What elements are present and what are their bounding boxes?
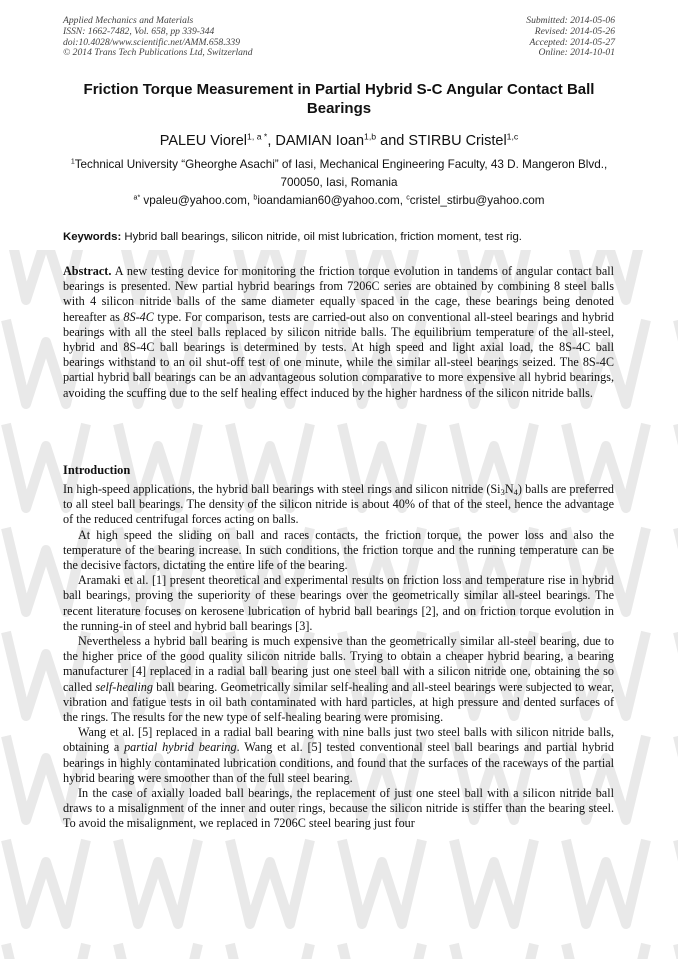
paper-title: Friction Torque Measurement in Partial Hybrid S-C Angular Contact Ball Bearings: [83, 81, 595, 117]
abstract-paragraph: [63, 264, 614, 401]
section-heading-introduction: Introduction: [63, 463, 131, 477]
chem-subscript: 3: [500, 487, 505, 498]
author-name: STIRBU Cristel: [408, 133, 507, 149]
paragraph-emphasis: self-healing: [95, 679, 153, 694]
abstract-emphasis: 8S-4C: [123, 309, 154, 324]
date-accepted: Accepted: 2014-05-27: [529, 36, 615, 48]
paragraph: [63, 725, 614, 786]
paragraph: Aramaki et al. [1] present theoretical and experimental results on friction loss and temperature rise in hybrid ball bearings, proving the superiority of these bearings over the geometrically similar all-steel bearings. The recent literature focuses on kerosene lubrication of hybrid ball bearings [2], and on friction torque evolution in the running-in of steel and hybrid ball bearings [3].: [63, 573, 614, 633]
paragraph-text: Wang et al. [5] replaced in a radial ball bearing with nine balls just two steel balls with silicon nitride balls, obtaining a: [63, 725, 614, 755]
paragraph-text: Nevertheless a hybrid ball bearing is much expensive than the geometrically similar all-steel bearing, due to the higher price of the good quality silicon nitride balls. Trying to obtain a cheaper hybrid bearing, a bearing manufacturer [4] replaced in a radial ball bearing just one steel ball with a silicon nitride one, obtaining the so called: [63, 634, 614, 694]
paragraph-text: In high-speed applications, the hybrid ball bearings with steel rings and silicon nitride (Si: [63, 482, 501, 496]
journal-name: Applied Mechanics and Materials: [63, 15, 194, 26]
journal-info: [63, 16, 253, 59]
author-name: DAMIAN Ioan: [275, 133, 365, 149]
chem-subscript: 4: [513, 487, 518, 498]
author-name: PALEU Viorel: [159, 133, 248, 149]
email-address[interactable]: cristel_stirbu@yahoo.com: [409, 194, 545, 207]
email-sup: c: [406, 194, 410, 202]
journal-copyright: © 2014 Trans Tech Publications Ltd, Switzerland: [63, 47, 253, 59]
email-sup: b: [253, 194, 258, 202]
journal-doi: doi:10.4028/www.scientific.net/AMM.658.339: [63, 36, 241, 48]
email-address[interactable]: ioandamian60@yahoo.com,: [257, 194, 407, 207]
abstract-text: type. For comparison, tests are carried-out also on conventional all-steel bearings and hybrid bearings with all the steel balls replaced by silicon nitride balls. The equilibrium temperature of the all-steel, hybrid and 8S-4C ball bearings is determined by tests. At high speed and light axial load, the 8S-4C ball bearings withstand to an oil shut-off test of one minute, while the similar all-steel bearings seized. The 8S-4C partial hybrid ball bearings can be an advantageous solution comparative to more expensive all hybrid bearings, avoiding the scuffing due to the self healing effect induced by the higher hardness of the silicon nitride balls.: [63, 309, 614, 400]
author-sup: 1,b: [364, 131, 377, 142]
paragraph: [63, 634, 614, 725]
paragraph-text: ) balls are preferred to all steel ball bearings. The density of the silicon nitride is about 40% of that of the steel, hence the advantage of the reduced centrifugal forces acting on balls.: [63, 482, 615, 527]
paragraph: In the case of axially loaded ball bearings, the replacement of just one steel ball with a silicon nitride ball draws to a misalignment of the inner and outer rings, because the silicon nitride is stiffer than the bearing steel. To avoid the misalignment, we replaced in 7206C steel bearing just four: [63, 786, 614, 831]
journal-issn: ISSN: 1662-7482, Vol. 658, pp 339-344: [63, 25, 215, 37]
abstract: [63, 264, 614, 401]
submission-dates: [526, 16, 615, 59]
paragraph: At high speed the sliding on ball and races contacts, the friction torque, the power loss and also the temperature of the bearing increase. In such conditions, the friction torque and the running temperature can be the decisive factors, dictating the entire life of the bearing.: [63, 527, 614, 573]
keywords-text: Hybrid ball bearings, silicon nitride, oil mist lubrication, friction moment, test rig.: [121, 231, 522, 243]
author-sup: 1,c: [506, 131, 519, 142]
keywords-label: Keywords:: [63, 231, 122, 243]
introduction-section: [63, 482, 614, 832]
affiliation-text: Technical University “Gheorghe Asachi” of Iasi, Mechanical Engineering Faculty, 43 D. Mangeron Blvd., 700050, Iasi, Romania: [74, 158, 608, 189]
paragraph-text: N: [504, 482, 514, 496]
date-online: Online: 2014-10-01: [538, 47, 615, 59]
affiliation: [63, 156, 615, 191]
paragraph-text: . Wang et al. [5] tested conventional steel ball bearings and partial hybrid bearings in highly contaminated lubrication conditions, and found that the surfaces of the raceways of the partial hybrid bearing were smoother than of the full steel bearing.: [63, 740, 614, 785]
date-revised: Revised: 2014-05-26: [534, 25, 615, 37]
paragraph-text: ball bearing. Geometrically similar self-healing and all-steel bearings were subjected to wear, vibration and fatigue tests in oil bath contaminated with hard particles, at high pressure and dented surfaces of the rings. The results for the new type of self-healing bearing were promising.: [63, 679, 614, 725]
author-sep: and: [376, 133, 409, 149]
author-list: [0, 132, 678, 150]
author-sup: 1, a *: [247, 131, 268, 142]
email-address[interactable]: vpaleu@yahoo.com,: [140, 194, 254, 207]
author-emails: [0, 193, 678, 208]
date-submitted: Submitted: 2014-05-06: [526, 15, 615, 26]
paragraph-emphasis: partial hybrid bearing: [124, 740, 237, 755]
author-sep: ,: [267, 133, 276, 149]
abstract-label: Abstract.: [63, 264, 112, 278]
abstract-text: A new testing device for monitoring the friction torque evolution in tandems of angular contact ball bearings is presented. New partial hybrid bearings from 7206C series are obtained by combining 8 steel balls with 4 silicon nitride balls of the same diameter equally spaced in the cage, these bearings being denoted hereafter as: [63, 264, 614, 324]
keywords: [63, 230, 623, 245]
paragraph: [63, 482, 614, 528]
email-sup: a*: [133, 194, 141, 202]
affiliation-sup: 1: [70, 158, 75, 166]
